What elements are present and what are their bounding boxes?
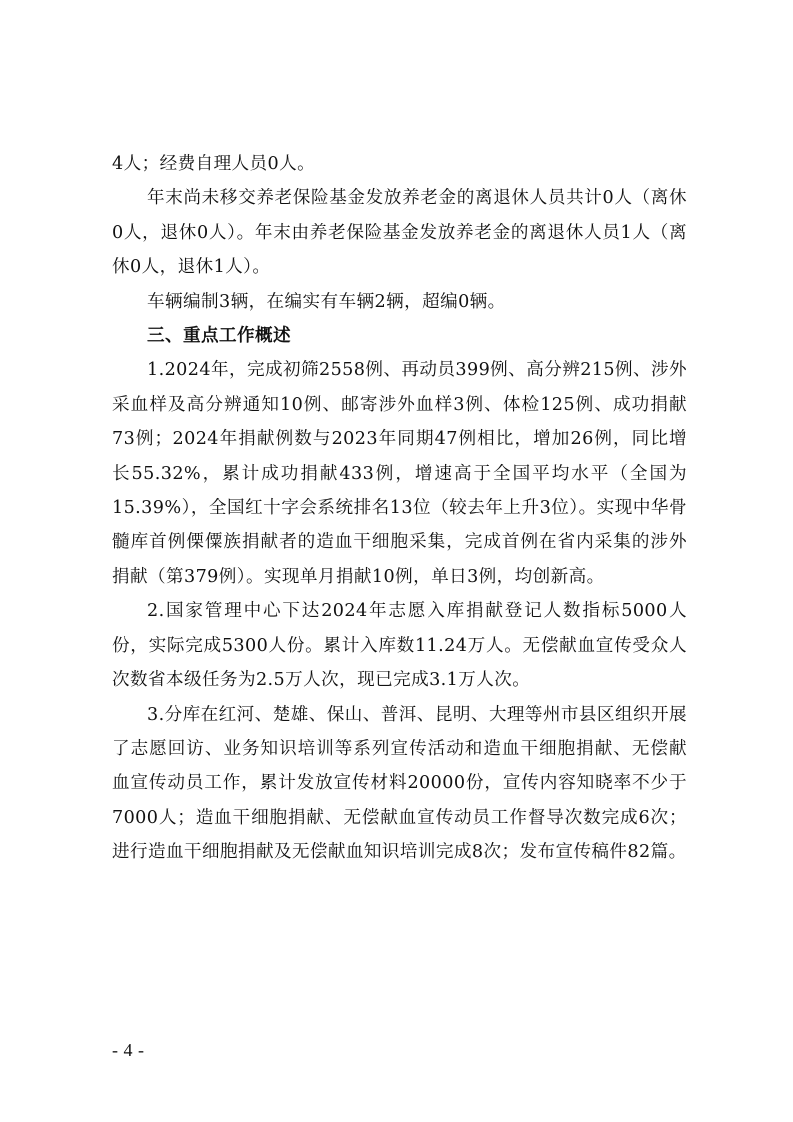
paragraph-item-3: 3.分库在红河、楚雄、保山、普洱、昆明、大理等州市县区组织开展了志愿回访、业务知识培训等系列宣传活动和造血干细胞捐献、无偿献血宣传动员工作，累计发放宣传材料20000份，宣传内容知晓率不少于7000人；造血干细胞捐献、无偿献血宣传动员工作督导次数完成6次；进行造血干细胞捐献及无偿献血知识培训完成8次；发布宣传稿件82篇。 [112,704,687,863]
paragraph-item-2: 2.国家管理中心下达2024年志愿入库捐献登记人数指标5000人份，实际完成5300人份。累计入库数11.24万人。无偿献血宣传受众人次数省本级任务为2.5万人次，现已完成3.1万人次。 [112,601,687,691]
section-heading-key-work: 三、重点工作概述 [147,326,291,347]
paragraph-retirees: 年末尚未移交养老保险基金发放养老金的离退休人员共计0人（离休0人，退休0人）。年末由养老保险基金发放养老金的离退休人员1人（离休0人，退休1人）。 [112,188,687,278]
paragraph-item-1: 1.2024年，完成初筛2558例、再动员399例、高分辨215例、涉外采血样及高分辨通知10例、邮寄涉外血样3例、体检125例、成功捐献73例；2024年捐献例数与2023年同期47例相比，增加26例，同比增长55.32%，累计成功捐献433例，增速高于全国平均水平（全国为15.39%），全国红十字会系统排名13位（较去年上升3位）。实现中华骨髓库首例傈僳族捐献者的造血干细胞采集，完成首例在省内采集的涉外捐献（第379例）。实现单月捐献10例，单日3例，均创新高。 [112,360,687,587]
paragraph-vehicles: 车辆编制3辆，在编实有车辆2辆，超编0辆。 [147,291,506,312]
page-number: - 4 - [112,1040,145,1060]
document-body [112,147,687,870]
paragraph-staff-continuation: 4人；经费自理人员0人。 [112,154,316,174]
